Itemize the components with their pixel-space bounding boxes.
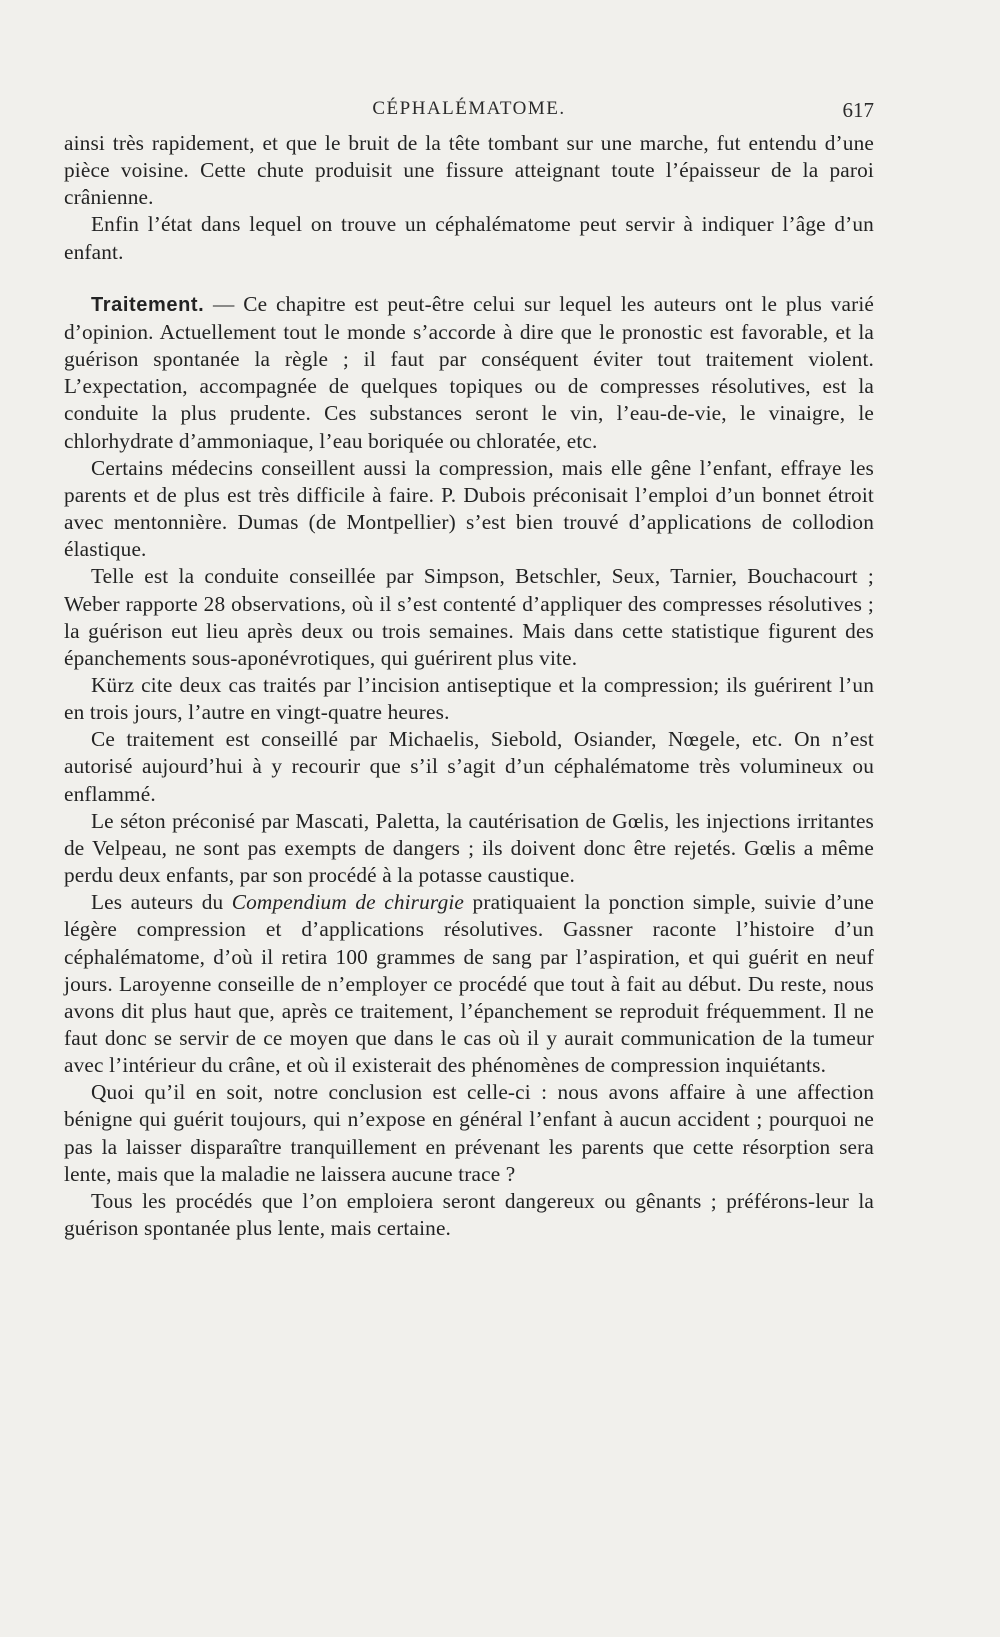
paragraph-traitement-text: — Ce chapitre est peut-être celui sur lequel les auteurs ont le plus varié d’opinion. Actuellement tout le monde s’accorde à dire que le pronostic est favorable, et la guérison spontanée la règle ; il faut par conséquent éviter tout traitement violent. L’expectation, accompagnée de quelques topiques ou de compresses résolutives, est la conduite la plus prudente. Ces substances seront le vin, l’eau-de-vie, le vinaigre, le chlorhydrate d’ammoniaque, l’eau boriquée ou chloratée, etc. xyxy=(64,291,874,453)
section-gap xyxy=(64,266,874,291)
paragraph-11: Tous les procédés que l’on emploiera seront dangereux ou gênants ; préférons-leur la guérison spontanée plus lente, mais certaine. xyxy=(64,1188,874,1241)
paragraph-2: Enfin l’état dans lequel on trouve un céphalématome peut servir à indiquer l’âge d’un enfant. xyxy=(64,212,874,264)
paragraph-6: Kürz cite deux cas traités par l’incision antiseptique et la compression; ils guérirent l’un en trois jours, l’autre en vingt-quatre heures. xyxy=(64,672,874,725)
paragraph-9 xyxy=(64,889,874,1079)
paragraph-5: Telle est la conduite conseillée par Simpson, Betschler, Seux, Tarnier, Bouchacourt ; Weber rapporte 28 observations, où il s’est contenté d’appliquer des compresses résolutives ; la guérison eut lieu après deux ou trois semaines. Mais dans cette statistique figurent des épanchements sous-aponévrotiques, qui guérirent plus vite. xyxy=(64,564,874,670)
page-header xyxy=(64,98,874,128)
running-title: CÉPHALÉMATOME. xyxy=(372,98,566,119)
paragraph-1: ainsi très rapidement, et que le bruit de la tête tombant sur une marche, fut entendu d’une pièce voisine. Cette chute produisit une fissure atteignant toute l’épaisseur de la paroi crânienne. xyxy=(64,131,874,210)
section-heading-traitement: Traitement. xyxy=(91,293,205,316)
paragraph-9-italic-title: Compendium de chirurgie xyxy=(231,890,465,915)
paragraph-9-after: pratiquaient la ponction simple, suivie d’une légère compression et d’applications résolutives. Gassner raconte l’histoire d’un céphalématome, d’où il retira 100 grammes de sang par l’aspiration, et qui guérit en neuf jours. Laroyenne conseille de n’employer ce procédé que tout à fait au début. Du reste, nous avons dit plus haut que, après ce traitement, l’épanchement se reproduit fréquemment. Il ne faut donc se servir de ce moyen que dans le cas où il y aurait communication de la tumeur avec l’intérieur du crâne, et où il existerait des phénomènes de compression inquiétants. xyxy=(64,890,874,1078)
body-text xyxy=(64,130,874,1242)
paragraph-4: Certains médecins conseillent aussi la compression, mais elle gêne l’enfant, effraye les parents et de plus est très difficile à faire. P. Dubois préconisait l’emploi d’un bonnet étroit avec mentonnière. Dumas (de Montpellier) s’est bien trouvé d’applications de collodion élastique. xyxy=(64,455,874,562)
paragraph-8: Le séton préconisé par Mascati, Paletta, la cautérisation de Gœlis, les injections irritantes de Velpeau, ne sont pas exempts de dangers ; ils doivent donc être rejetés. Gœlis a même perdu deux enfants, par son procédé à la potasse caustique. xyxy=(64,808,874,888)
paragraph-10: Quoi qu’il en soit, notre conclusion est celle-ci : nous avons affaire à une affection bénigne qui guérit toujours, qui n’expose en général l’enfant à aucun accident ; pourquoi ne pas la laisser disparaître tranquillement en prévenant les parents que cette résorption sera lente, mais que la maladie ne laissera aucune trace ? xyxy=(64,1080,874,1186)
paragraph-7: Ce traitement est conseillé par Michaelis, Siebold, Osiander, Nœgele, etc. On n’est autorisé aujourd’hui à y recourir que s’il s’agit d’un céphalématome très volumineux ou enflammé. xyxy=(64,727,874,806)
page-number: 617 xyxy=(842,98,874,122)
paragraph-9-before: Les auteurs du xyxy=(91,890,232,915)
paragraph-traitement xyxy=(64,291,874,455)
